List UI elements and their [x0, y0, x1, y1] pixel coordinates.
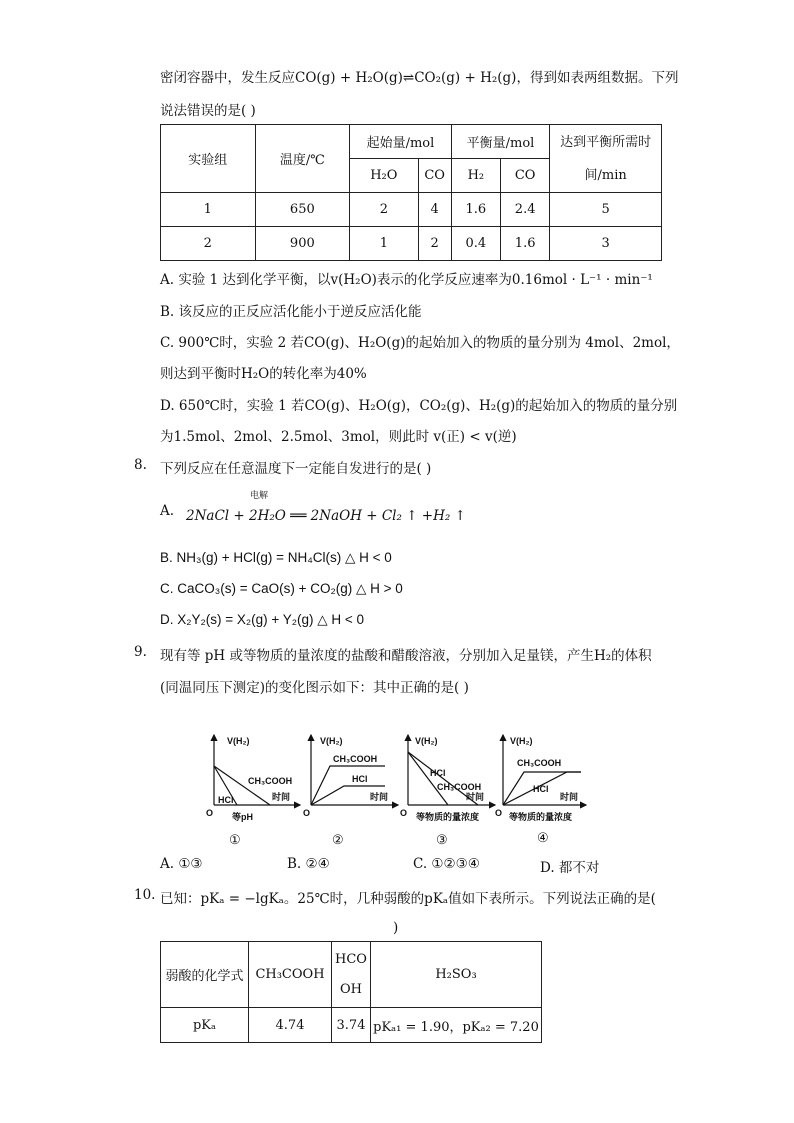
cell: 2 — [418, 227, 451, 261]
graph-3-ylabel: V(H₂) — [415, 736, 438, 746]
th-ch3cooh: CH₃COOH — [249, 942, 332, 1008]
graph-4-number: ④ — [537, 831, 549, 846]
q7-option-d-cont: 为1.5mol、2mol、2.5mol、3mol，则此时 v(正) < v(逆) — [160, 429, 517, 445]
q9-option-d: D. 都不对 — [540, 860, 600, 876]
th-hcooh — [332, 942, 371, 1008]
cell: 900 — [255, 227, 350, 261]
graph-1 — [206, 735, 300, 822]
graph-1-ylabel: V(H₂) — [227, 736, 250, 746]
q8-electrolysis-label: 电解 — [250, 491, 269, 501]
cell: 1 — [161, 193, 256, 227]
graph-2-origin: O — [303, 808, 311, 818]
cell: 5 — [550, 193, 662, 227]
graph-3 — [400, 735, 495, 822]
q7-option-c: C. 900℃时，实验 2 若CO(g)、H₂O(g)的起始加入的物质的量分别为 4mol、2mol， — [160, 335, 680, 351]
graph-4-ylabel: V(H₂) — [510, 736, 533, 746]
graph-4-origin: O — [495, 808, 503, 818]
th-group: 实验组 — [161, 125, 256, 193]
cell: 1.6 — [451, 193, 500, 227]
cell-pka-label: pKₐ — [161, 1008, 249, 1043]
graph-4-caption: 等物质的量浓度 — [509, 812, 573, 822]
th-hcooh-line2: OH — [340, 981, 362, 997]
graph-1-number: ① — [229, 833, 241, 848]
q7-option-a: A. 实验 1 达到化学平衡，以v(H₂O)表示的化学反应速率为0.16mol · L⁻¹ · min⁻¹ — [160, 272, 653, 288]
th-time-line2: 间/min — [584, 167, 627, 183]
graph-3-hcl-label: HCl — [430, 768, 446, 778]
cell-hcooh-pka: 3.74 — [332, 1008, 371, 1043]
graph-3-number: ③ — [436, 833, 448, 848]
q7-option-b: B. 该反应的正反应活化能小于逆反应活化能 — [160, 304, 422, 320]
graph-1-hcl-label: HCl — [218, 795, 234, 805]
graph-4-hcl-label: HCl — [533, 784, 549, 794]
q9-option-c: C. ①②③④ — [413, 856, 480, 872]
pka-table — [160, 941, 542, 1043]
q8-number: 8. — [134, 457, 147, 473]
q9-stem-line-1: 现有等 pH 或等物质的量浓度的盐酸和醋酸溶液，分别加入足量镁，产生H₂的体积 — [160, 648, 652, 664]
graph-1-time-label: 时间 — [272, 792, 291, 802]
table-row — [161, 1008, 542, 1043]
cell: 2 — [350, 193, 418, 227]
cell: 3 — [550, 227, 662, 261]
graph-3-origin: O — [400, 808, 408, 818]
q9-stem-line-2: (同温同压下测定)的变化图示如下：其中正确的是( ) — [160, 680, 469, 696]
cell-ch3cooh-pka: 4.74 — [249, 1008, 332, 1043]
q9-option-a: A. ①③ — [160, 856, 203, 872]
q8-option-d: D. X₂Y₂(s) = X₂(g) + Y₂(g) △ H < 0 — [160, 612, 365, 627]
q10-stem-close: ) — [393, 920, 399, 936]
th-time-line1: 达到平衡所需时 — [560, 134, 652, 150]
cell: 4 — [418, 193, 451, 227]
th-h2so3: H₂SO₃ — [371, 942, 542, 1008]
q8-stem: 下列反应在任意温度下一定能自发进行的是( ) — [160, 461, 432, 477]
graph-2 — [303, 735, 398, 818]
cell: 1.6 — [501, 227, 550, 261]
graph-1-origin: O — [206, 808, 214, 818]
graph-3-time-label: 时间 — [466, 792, 485, 802]
cell: 1 — [350, 227, 418, 261]
th-start: 起始量/mol — [350, 125, 452, 159]
q8-option-a-label: A. — [160, 503, 175, 519]
q7-option-c-cont: 则达到平衡时H₂O的转化率为40% — [160, 366, 367, 382]
q9-option-b: B. ②④ — [287, 856, 330, 872]
sub-h2o: H₂O — [350, 159, 418, 193]
graph-3-caption: 等物质的量浓度 — [416, 812, 480, 822]
graph-3-ch3cooh-label: CH₃COOH — [437, 782, 482, 792]
graph-1-ch3cooh-label: CH₃COOH — [248, 776, 293, 786]
graph-4-time-label: 时间 — [560, 792, 579, 802]
sub-co-eq: CO — [501, 159, 550, 193]
sub-co: CO — [418, 159, 451, 193]
graph-2-hcl-label: HCl — [352, 774, 368, 784]
graph-2-ylabel: V(H₂) — [320, 736, 343, 746]
q8-option-c: C. CaCO₃(s) = CaO(s) + CO₂(g) △ H > 0 — [160, 581, 403, 596]
th-acid: 弱酸的化学式 — [161, 942, 249, 1008]
th-hcooh-line1: HCO — [335, 951, 367, 967]
q8-option-a-equation: 2NaCl + 2H₂O ══ 2NaOH + Cl₂ ↑ +H₂ ↑ — [186, 508, 466, 524]
graph-2-time-label: 时间 — [370, 792, 389, 802]
th-eq: 平衡量/mol — [451, 125, 550, 159]
cell: 2 — [161, 227, 256, 261]
q8-option-b: B. NH₃(g) + HCl(g) = NH₄Cl(s) △ H < 0 — [160, 550, 392, 565]
graph-2-ch3cooh-label: CH₃COOH — [333, 754, 378, 764]
q10-number: 10. — [134, 887, 156, 903]
sub-h2: H₂ — [451, 159, 500, 193]
th-temp: 温度/℃ — [255, 125, 350, 193]
cell: 0.4 — [451, 227, 500, 261]
cell-h2so3-pka: pKₐ₁ = 1.90，pKₐ₂ = 7.20 — [371, 1008, 542, 1043]
graph-4 — [495, 735, 586, 822]
q9-number: 9. — [134, 644, 147, 660]
graph-2-number: ② — [332, 833, 344, 848]
cell: 650 — [255, 193, 350, 227]
q7-option-d: D. 650℃时，实验 1 若CO(g)、H₂O(g)，CO₂(g)、H₂(g)的起始加入的物质的量分别 — [160, 398, 678, 414]
graph-1-caption: 等pH — [232, 812, 253, 822]
graph-3-hcl-line — [408, 752, 448, 805]
cell: 2.4 — [501, 193, 550, 227]
intro-line-1: 密闭容器中，发生反应CO(g) + H₂O(g)⇌CO₂(g) + H₂(g)，得到如表两组数据。下列 — [160, 70, 679, 86]
graph-4-ch3cooh-label: CH₃COOH — [517, 758, 562, 768]
intro-line-2: 说法错误的是( ) — [160, 103, 256, 119]
q10-stem: 已知：pKₐ = −lgKₐ。25℃时，几种弱酸的pKₐ值如下表所示。下列说法正确的是( — [160, 891, 656, 907]
